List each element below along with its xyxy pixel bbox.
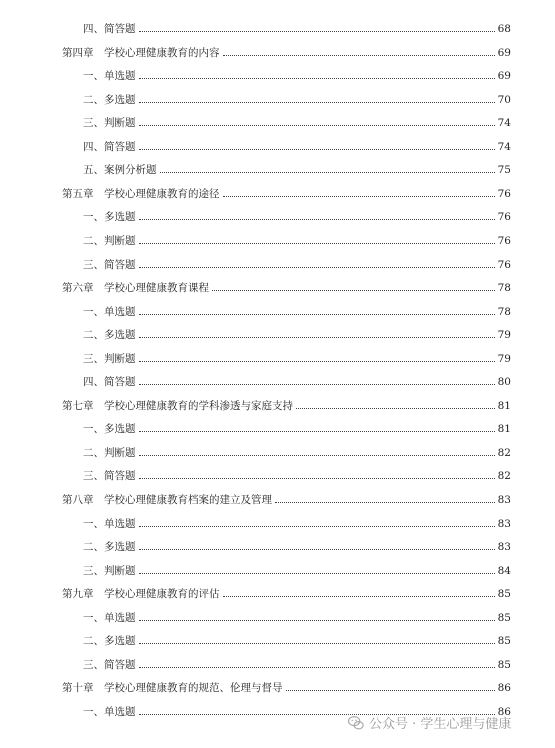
toc-dot-leader	[296, 407, 495, 409]
toc-dot-leader	[139, 77, 496, 79]
toc-entry-title: 一、单选题	[83, 705, 136, 718]
toc-entry-title: 第十章 学校心理健康教育的规范、伦理与督导	[62, 682, 283, 695]
watermark-text: 公众号 · 学生心理与健康	[369, 717, 512, 732]
toc-dot-leader	[139, 477, 496, 479]
toc-entry-title: 第四章 学校心理健康教育的内容	[62, 46, 220, 59]
toc-entry-title: 二、判断题	[83, 446, 136, 459]
toc-entry-title: 第八章 学校心理健康教育档案的建立及管理	[62, 494, 272, 506]
toc-entry-title: 三、判断题	[83, 117, 136, 130]
toc-page-number: 76	[497, 258, 511, 271]
toc-section-entry[interactable]	[83, 511, 511, 531]
toc-dot-leader	[160, 171, 496, 173]
toc-page-number: 85	[497, 588, 511, 601]
toc-section-entry[interactable]	[83, 605, 511, 625]
toc-section-entry[interactable]	[83, 416, 511, 436]
toc-chapter-entry[interactable]	[62, 393, 511, 413]
toc-section-entry[interactable]	[83, 440, 511, 460]
toc-page-number: 74	[497, 117, 511, 130]
toc-page-number: 75	[497, 164, 511, 177]
toc-page-number: 85	[497, 658, 511, 671]
toc-entry-title: 一、单选题	[83, 70, 136, 83]
toc-page-number: 82	[497, 446, 511, 459]
toc-page-number: 69	[497, 70, 511, 83]
toc-section-entry[interactable]	[83, 228, 511, 248]
toc-chapter-entry[interactable]	[62, 675, 511, 695]
toc-page-number: 69	[497, 46, 511, 59]
toc-entry-title: 三、简答题	[83, 470, 136, 483]
toc-entry-title: 二、多选题	[83, 541, 136, 554]
toc-entry-title: 四、简答题	[83, 376, 136, 389]
toc-section-entry[interactable]	[83, 252, 511, 272]
toc-page-number: 83	[497, 541, 511, 554]
toc-entry-title: 第五章 学校心理健康教育的途径	[62, 187, 220, 200]
toc-entry-title: 五、案例分析题	[83, 164, 157, 177]
toc-section-entry[interactable]	[83, 534, 511, 554]
toc-dot-leader	[139, 313, 496, 315]
toc-page-number: 76	[497, 211, 511, 224]
toc-dot-leader	[139, 101, 496, 103]
toc-page-number: 83	[497, 517, 511, 530]
toc-page-number: 81	[497, 399, 511, 412]
toc-dot-leader	[139, 336, 496, 338]
watermark	[347, 713, 511, 732]
toc-entry-title: 二、多选题	[83, 93, 136, 106]
toc-section-entry[interactable]	[83, 299, 511, 319]
toc-entry-title: 三、简答题	[83, 258, 136, 271]
toc-entry-title: 二、多选题	[83, 635, 136, 648]
toc-entry-title: 一、单选题	[83, 305, 136, 318]
toc-page-number: 78	[497, 305, 511, 318]
toc-page-number: 82	[497, 470, 511, 483]
toc-dot-leader	[139, 430, 496, 432]
wechat-icon	[347, 714, 365, 732]
toc-section-entry[interactable]	[83, 558, 511, 578]
toc-page-number: 68	[497, 23, 511, 35]
toc-entry-title: 四、简答题	[83, 23, 136, 35]
toc-entry-title: 一、单选题	[83, 611, 136, 624]
toc-page-number: 70	[497, 93, 511, 106]
toc-chapter-entry[interactable]	[62, 581, 511, 601]
toc-dot-leader	[139, 124, 496, 126]
toc-chapter-entry[interactable]	[62, 40, 511, 60]
toc-entry-title: 一、多选题	[83, 211, 136, 224]
toc-page-number: 85	[497, 611, 511, 624]
toc-page-number: 84	[497, 564, 511, 577]
toc-dot-leader	[286, 689, 496, 691]
toc-page-number: 85	[497, 635, 511, 648]
toc-section-entry[interactable]	[83, 652, 511, 672]
toc-page-number: 86	[497, 705, 511, 718]
toc-section-entry[interactable]	[83, 463, 511, 483]
toc-entry-title: 四、简答题	[83, 140, 136, 153]
toc-dot-leader	[223, 595, 496, 597]
toc-entry-title: 一、多选题	[83, 423, 136, 436]
toc-page-number: 74	[497, 140, 511, 153]
toc-dot-leader	[139, 454, 496, 456]
toc-page-number: 80	[497, 376, 511, 389]
toc-entry-title: 三、简答题	[83, 658, 136, 671]
toc-dot-leader	[139, 548, 496, 550]
toc-entry-title: 二、多选题	[83, 329, 136, 342]
toc-dot-leader	[139, 30, 496, 32]
toc-entry-title: 第六章 学校心理健康教育课程	[62, 282, 209, 295]
toc-chapter-entry[interactable]	[62, 181, 511, 201]
toc-chapter-entry[interactable]	[62, 275, 511, 295]
toc-page-number: 76	[497, 187, 511, 200]
toc-entry-title: 第九章 学校心理健康教育的评估	[62, 588, 220, 601]
toc-dot-leader	[139, 218, 496, 220]
toc-section-entry[interactable]	[83, 16, 511, 36]
toc-dot-leader	[139, 148, 496, 150]
toc-page-number: 86	[497, 682, 511, 695]
toc-entry-title: 二、判断题	[83, 234, 136, 247]
toc-dot-leader	[275, 501, 495, 503]
toc-dot-leader	[139, 666, 496, 668]
toc-section-entry[interactable]	[83, 157, 511, 177]
toc-section-entry[interactable]	[83, 134, 511, 154]
toc-entry-title: 三、判断题	[83, 564, 136, 577]
toc-dot-leader	[223, 195, 496, 197]
toc-dot-leader	[139, 525, 496, 527]
toc-entry-title: 一、单选题	[83, 517, 136, 530]
toc-entry-title: 三、判断题	[83, 352, 136, 365]
toc-dot-leader	[212, 289, 495, 291]
toc-dot-leader	[139, 383, 496, 385]
toc-section-entry[interactable]	[83, 204, 511, 224]
toc-dot-leader	[139, 266, 496, 268]
toc-section-entry[interactable]	[83, 346, 511, 366]
toc-section-entry[interactable]	[83, 87, 511, 107]
toc-section-entry[interactable]	[83, 63, 511, 83]
toc-chapter-entry[interactable]	[62, 487, 511, 507]
toc-page-number: 78	[497, 282, 511, 295]
toc-page-number: 79	[497, 329, 511, 342]
toc-dot-leader	[139, 642, 496, 644]
toc-section-entry[interactable]	[83, 628, 511, 648]
toc-page-number: 83	[497, 494, 511, 506]
toc-dot-leader	[223, 54, 496, 56]
toc-dot-leader	[139, 619, 496, 621]
toc-section-entry[interactable]	[83, 110, 511, 130]
toc-dot-leader	[139, 360, 496, 362]
toc-page-number: 81	[497, 423, 511, 436]
toc-dot-leader	[139, 242, 496, 244]
toc-dot-leader	[139, 572, 496, 574]
toc-section-entry[interactable]	[83, 322, 511, 342]
toc-entry-title: 第七章 学校心理健康教育的学科渗透与家庭支持	[62, 399, 293, 412]
toc-page-number: 76	[497, 234, 511, 247]
toc-page-number: 79	[497, 352, 511, 365]
toc-section-entry[interactable]	[83, 369, 511, 389]
